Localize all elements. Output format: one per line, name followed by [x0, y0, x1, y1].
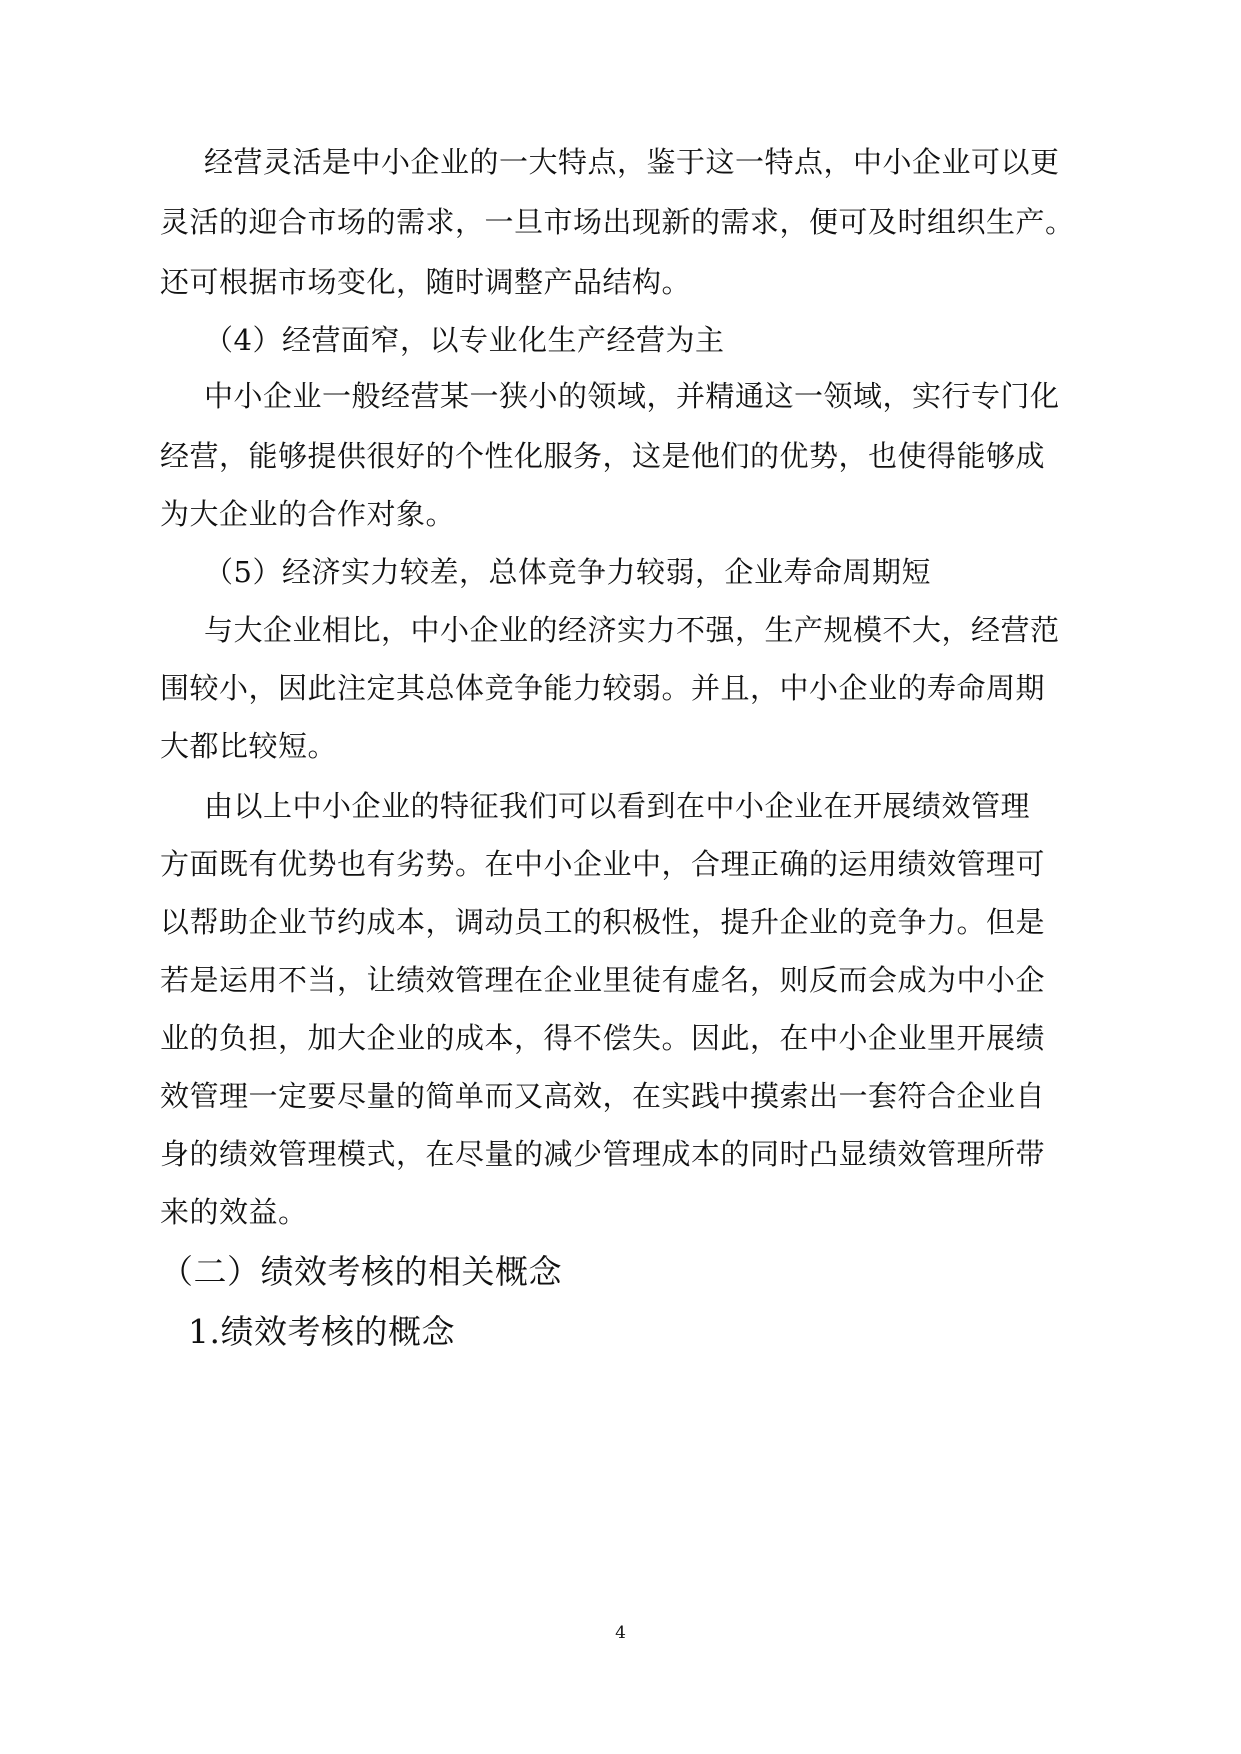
- paragraph-line: 业的负担，加大企业的成本，得不偿失。因此，在中小企业里开展绩: [160, 1021, 1046, 1055]
- list-item-heading: （5）经济实力较差，总体竞争力较弱，企业寿命周期短: [204, 555, 931, 589]
- paragraph-line: 效管理一定要尽量的简单而又高效，在实践中摸索出一套符合企业自: [160, 1079, 1046, 1113]
- paragraph-line: 方面既有优势也有劣势。在中小企业中，合理正确的运用绩效管理可: [160, 847, 1046, 881]
- paragraph-line: 经营灵活是中小企业的一大特点，鉴于这一特点，中小企业可以更: [204, 145, 1060, 179]
- section-heading: （二）绩效考核的相关概念: [160, 1252, 562, 1291]
- paragraph-line: 来的效益。: [160, 1195, 308, 1229]
- page-number: 4: [615, 1623, 626, 1643]
- paragraph-line: 若是运用不当，让绩效管理在企业里徒有虚名，则反而会成为中小企: [160, 963, 1046, 997]
- paragraph-line: 围较小，因此注定其总体竞争能力较弱。并且，中小企业的寿命周期: [160, 671, 1046, 705]
- paragraph-line: 大都比较短。: [160, 729, 338, 763]
- paragraph-line: 身的绩效管理模式，在尽量的减少管理成本的同时凸显绩效管理所带: [160, 1137, 1046, 1171]
- paragraph-line: 与大企业相比，中小企业的经济实力不强，生产规模不大，经营范: [204, 613, 1060, 647]
- paragraph-line: 灵活的迎合市场的需求，一旦市场出现新的需求，便可及时组织生产。: [160, 205, 1075, 239]
- paragraph-line: 中小企业一般经营某一狭小的领域，并精通这一领域，实行专门化: [204, 379, 1060, 413]
- paragraph-line: 经营，能够提供很好的个性化服务，这是他们的优势，也使得能够成: [160, 439, 1046, 473]
- paragraph-line: 以帮助企业节约成本，调动员工的积极性，提升企业的竞争力。但是: [160, 905, 1046, 939]
- subsection-heading: 1.绩效考核的概念: [188, 1312, 455, 1351]
- list-item-heading: （4）经营面窄，以专业化生产经营为主: [204, 323, 725, 357]
- paragraph-line: 为大企业的合作对象。: [160, 497, 456, 531]
- paragraph-line: 由以上中小企业的特征我们可以看到在中小企业在开展绩效管理: [204, 789, 1031, 823]
- paragraph-line: 还可根据市场变化，随时调整产品结构。: [160, 265, 692, 299]
